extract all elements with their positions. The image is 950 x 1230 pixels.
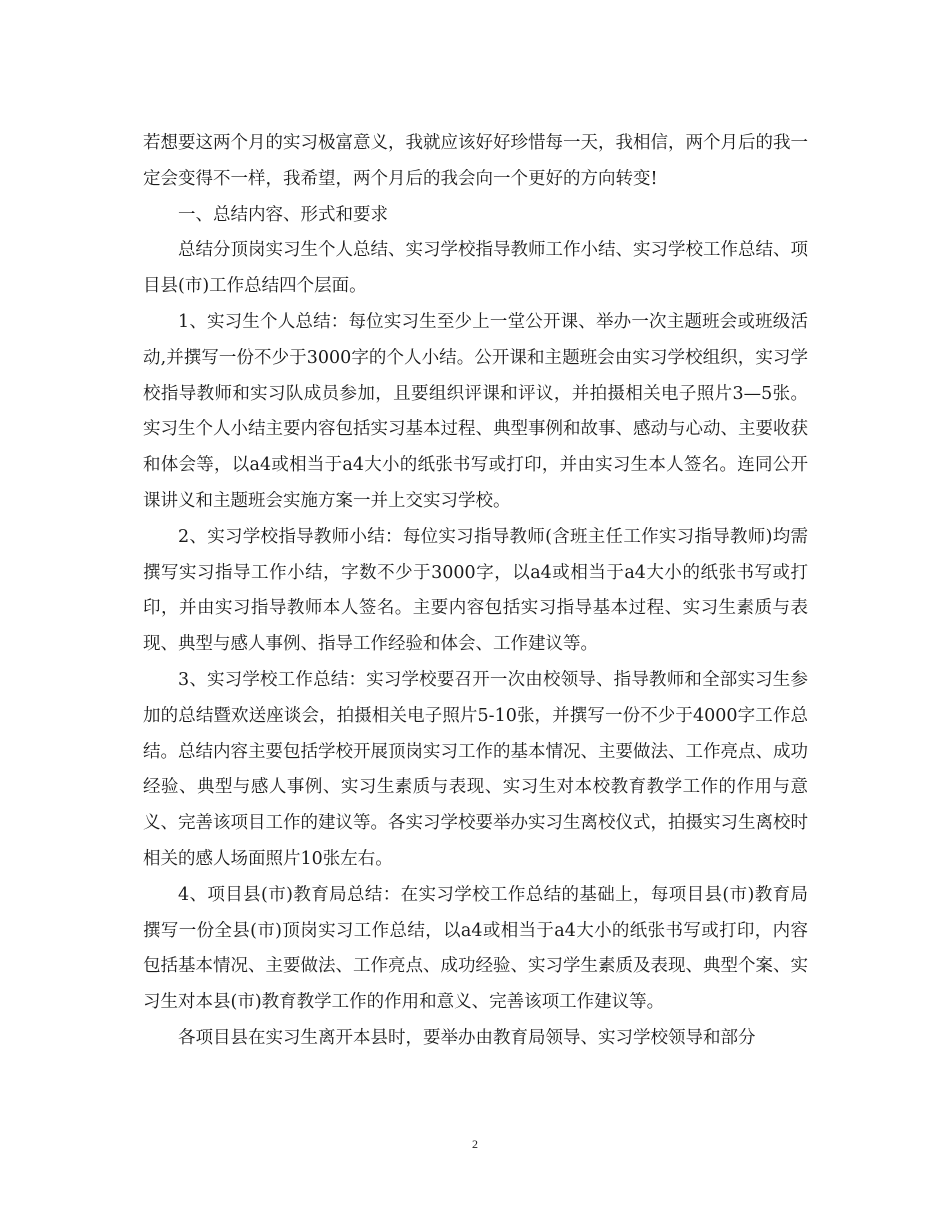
page-number: 2	[472, 1137, 478, 1151]
paragraph-item-1: 1、实习生个人总结：每位实习生至少上一堂公开课、举办一次主题班会或班级活动,并撰写一份不少于3000字的个人小结。公开课和主题班会由实习学校组织，实习学校指导教师和实习队成员参加，且要组织评课和评议，并拍摄相关电子照片3—5张。实习生个人小结主要内容包括实习基本过程、典型事例和故事、感动与心动、主要收获和体会等，以a4或相当于a4大小的纸张书写或打印，并由实习生本人签名。连同公开课讲义和主题班会实施方案一并上交实习学校。	[143, 311, 808, 511]
paragraph-item-2: 2、实习学校指导教师小结：每位实习指导教师(含班主任工作实习指导教师)均需撰写实习指导工作小结，字数不少于3000字，以a4或相当于a4大小的纸张书写或打印，并由实习指导教师本人签名。主要内容包括实习指导基本过程、实习生素质与表现、典型与感人事例、指导工作经验和体会、工作建议等。	[143, 526, 808, 655]
paragraph-summary-levels: 总结分顶岗实习生个人总结、实习学校指导教师工作小结、实习学校工作总结、项目县(市)工作总结四个层面。	[143, 240, 808, 297]
section-heading: 一、总结内容、形式和要求	[178, 204, 388, 225]
paragraph-intro: 若想要这两个月的实习极富意义，我就应该好好珍惜每一天，我相信，两个月后的我一定会变得不一样，我希望，两个月后的我会向一个更好的方向转变!	[143, 133, 808, 189]
paragraph-item-4: 4、项目县(市)教育局总结：在实习学校工作总结的基础上，每项目县(市)教育局撰写一份全县(市)顶岗实习工作总结，以a4或相当于a4大小的纸张书写或打印，内容包括基本情况、主要做法、工作亮点、成功经验、实习学生素质及表现、典型个案、实习生对本县(市)教育教学工作的作用和意义、完善该项工作建议等。	[143, 884, 808, 1013]
paragraph-closing: 各项目县在实习生离开本县时，要举办由教育局领导、实习学校领导和部分	[178, 1027, 756, 1048]
paragraph-item-3: 3、实习学校工作总结：实习学校要召开一次由校领导、指导教师和全部实习生参加的总结暨欢送座谈会，拍摄相关电子照片5-10张，并撰写一份不少于4000字工作总结。总结内容主要包括学校开展顶岗实习工作的基本情况、主要做法、工作亮点、成功经验、典型与感人事例、实习生素质与表现、实习生对本校教育教学工作的作用与意义、完善该项目工作的建议等。各实习学校要举办实习生离校仪式，拍摄实习生离校时相关的感人场面照片10张左右。	[143, 669, 808, 869]
document-body	[143, 126, 808, 1057]
